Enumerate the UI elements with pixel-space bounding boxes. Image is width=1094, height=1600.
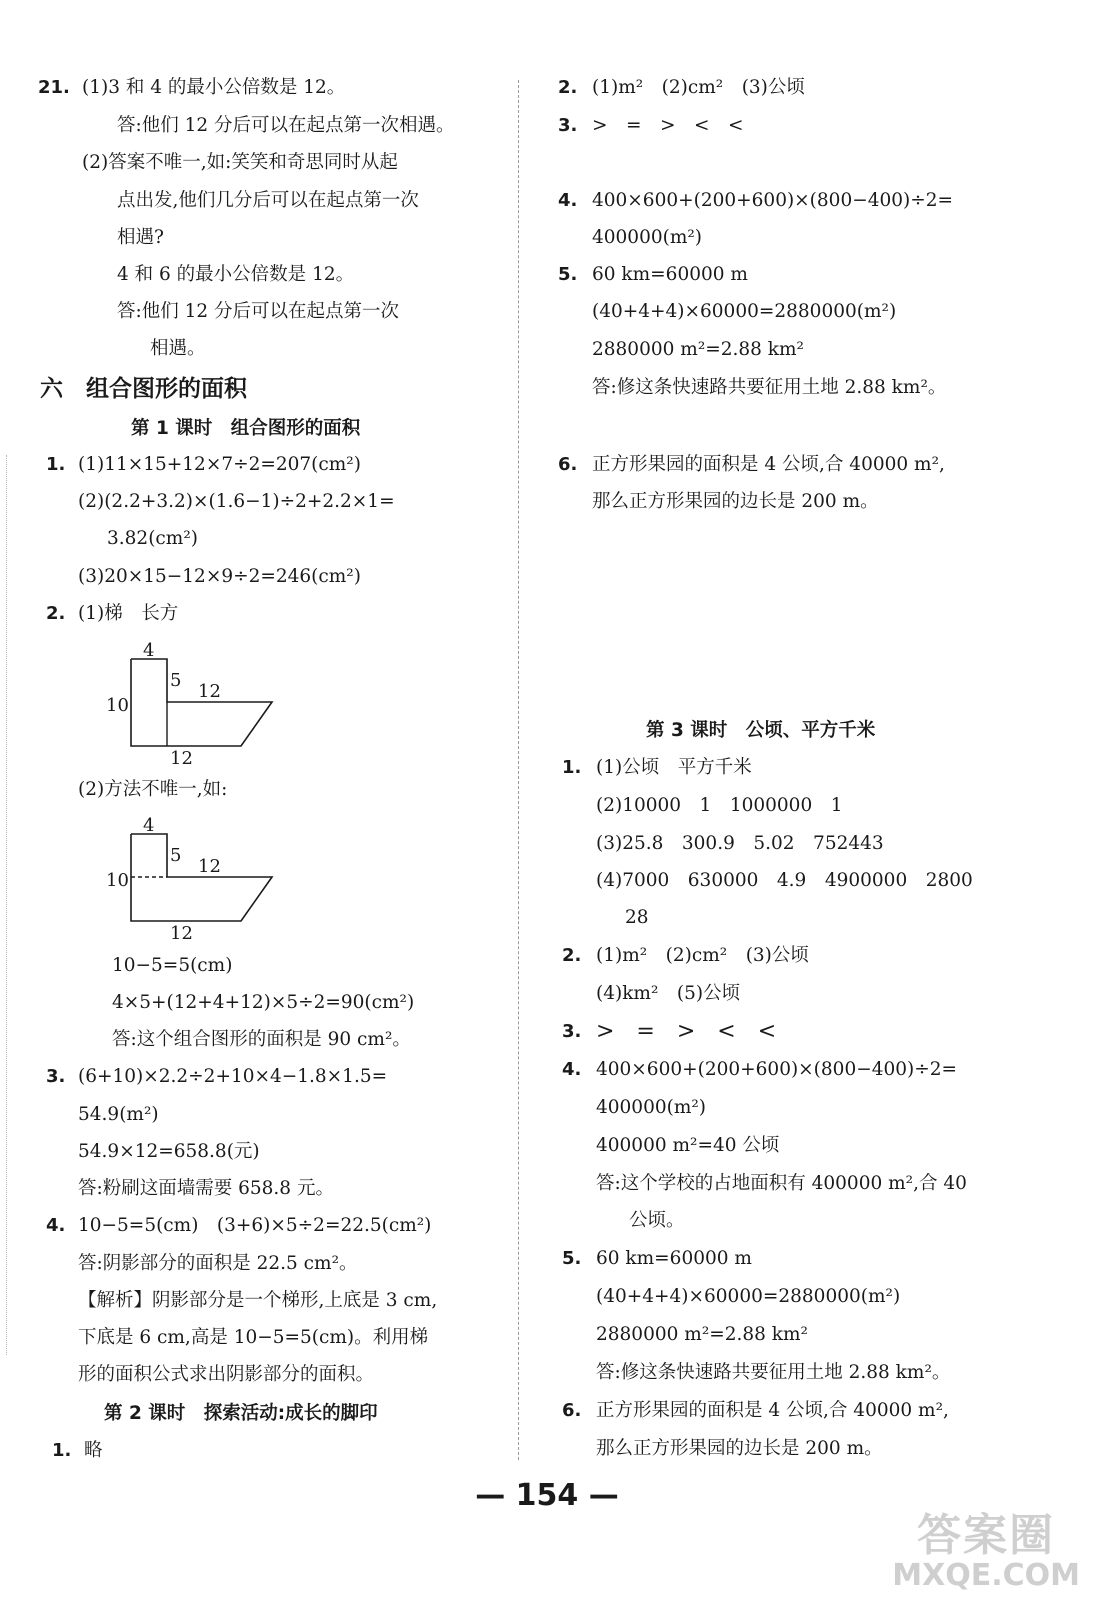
page-edge-line: [6, 455, 7, 1355]
q1-line1: (1)11×15+12×7÷2=207(cm²): [78, 454, 361, 475]
r3-q2-line1: (1)m² (2)cm² (3)公顷: [596, 945, 809, 966]
r-q3-number: 3.: [558, 115, 578, 136]
q21-line3: (2)答案不唯一,如:笑笑和奇思同时从起: [82, 152, 398, 173]
r3-q5-line4: 答:修这条快速路共要征用土地 2.88 km²。: [596, 1362, 951, 1383]
q3-line1: (6+10)×2.2÷2+10×4−1.8×1.5=: [78, 1066, 388, 1087]
q1-line2: (2)(2.2+3.2)×(1.6−1)÷2+2.2×1=: [78, 491, 395, 512]
r-q5-line4: 答:修这条快速路共要征用土地 2.88 km²。: [592, 377, 947, 398]
r3-q1-line2: (2)10000 1 1000000 1: [596, 795, 843, 816]
r3-q4-line2: 400000(m²): [596, 1097, 707, 1118]
r3-q1-number: 1.: [562, 757, 582, 778]
r-q6-line2: 那么正方形果园的边长是 200 m。: [592, 491, 879, 512]
column-divider: [518, 80, 519, 1460]
r3-q4-line1: 400×600+(200+600)×(800−400)÷2=: [596, 1059, 958, 1080]
r3-q6-number: 6.: [562, 1400, 582, 1421]
r3-q6-line2: 那么正方形果园的边长是 200 m。: [596, 1438, 883, 1459]
r-q4-line2: 400000(m²): [592, 227, 703, 248]
figure2-label-side: 10: [106, 870, 129, 891]
q21-line4: 点出发,他们几分后可以在起点第一次: [117, 190, 419, 211]
watermark-line2: MXQE.COM: [892, 1558, 1080, 1593]
q3-line3: 54.9×12=658.8(元): [78, 1141, 260, 1162]
q21-line7: 答:他们 12 分后可以在起点第一次: [117, 301, 400, 322]
r-q2-line1: (1)m² (2)cm² (3)公顷: [592, 77, 805, 98]
q3-number: 3.: [46, 1066, 66, 1087]
r3-q1-line1: (1)公顷 平方千米: [596, 757, 752, 778]
r-q5-line2: (40+4+4)×60000=2880000(m²): [592, 301, 897, 322]
figure2-label-right: 12: [198, 856, 221, 877]
r-q5-line3: 2880000 m²=2.88 km²: [592, 339, 804, 360]
r3-q2-number: 2.: [562, 945, 582, 966]
q21-number: 21.: [38, 77, 70, 98]
watermark-logo: [892, 1512, 1080, 1592]
r3-q1-line5: 28: [625, 907, 649, 928]
q4-line3: 【解析】阴影部分是一个梯形,上底是 3 cm,: [78, 1290, 438, 1311]
r3-q1-line3: (3)25.8 300.9 5.02 752443: [596, 833, 884, 854]
r3-q5-number: 5.: [562, 1248, 582, 1269]
r3-q3-line1: > = > < <: [596, 1019, 777, 1044]
q2-line1: (1)梯 长方: [78, 603, 179, 624]
figure2-label-top: 4: [143, 815, 155, 836]
figure1-label-side: 10: [106, 695, 129, 716]
q1-line4: (3)20×15−12×9÷2=246(cm²): [78, 566, 361, 587]
q3-line4: 答:粉刷这面墙需要 658.8 元。: [78, 1178, 334, 1199]
lesson3-title: 第 3 课时 公顷、平方千米: [646, 720, 876, 741]
figure1-label-top: 4: [143, 640, 155, 661]
figure1-label-mid: 5: [170, 670, 182, 691]
r3-q2-line2: (4)km² (5)公顷: [596, 983, 741, 1004]
composite-figure-1: [100, 637, 290, 769]
q21-line6: 4 和 6 的最小公倍数是 12。: [117, 264, 355, 285]
r3-q4-line3: 400000 m²=40 公顷: [596, 1135, 780, 1156]
q2-line3: 10−5=5(cm): [112, 955, 233, 976]
q4-line1: 10−5=5(cm) (3+6)×5÷2=22.5(cm²): [78, 1215, 432, 1236]
r3-q3-number: 3.: [562, 1021, 582, 1042]
figure2-label-mid: 5: [170, 845, 182, 866]
q21-line1: (1)3 和 4 的最小公倍数是 12。: [82, 77, 346, 98]
q2-number: 2.: [46, 603, 66, 624]
q4-line5: 形的面积公式求出阴影部分的面积。: [78, 1364, 375, 1385]
q4-number: 4.: [46, 1215, 66, 1236]
r3-q5-line2: (40+4+4)×60000=2880000(m²): [596, 1286, 901, 1307]
figure1-outline: [131, 659, 272, 746]
q4-line4: 下底是 6 cm,高是 10−5=5(cm)。利用梯: [78, 1327, 429, 1348]
q2-line2: (2)方法不唯一,如:: [78, 779, 228, 800]
q3-line2: 54.9(m²): [78, 1104, 159, 1125]
r3-q1-line4: (4)7000 630000 4.9 4900000 2800: [596, 870, 973, 891]
q1b-line1: 略: [84, 1440, 103, 1461]
r-q3-line1: > = > < <: [592, 115, 744, 136]
q1b-number: 1.: [52, 1440, 72, 1461]
q1-line3: 3.82(cm²): [107, 528, 198, 549]
q21-line5: 相遇?: [117, 227, 164, 248]
r-q6-number: 6.: [558, 454, 578, 475]
r3-q4-line5: 公顷。: [629, 1210, 685, 1231]
figure1-label-bottom: 12: [170, 748, 193, 769]
q1-number: 1.: [46, 454, 66, 475]
lesson2-title: 第 2 课时 探索活动:成长的脚印: [104, 1403, 378, 1424]
q2-line5: 答:这个组合图形的面积是 90 cm²。: [112, 1029, 411, 1050]
composite-figure-2: [100, 812, 290, 944]
q21-line2: 答:他们 12 分后可以在起点第一次相遇。: [117, 115, 455, 136]
figure1-label-right: 12: [198, 681, 221, 702]
r3-q4-number: 4.: [562, 1059, 582, 1080]
r-q2-number: 2.: [558, 77, 578, 98]
r-q4-number: 4.: [558, 190, 578, 211]
r3-q5-line3: 2880000 m²=2.88 km²: [596, 1324, 808, 1345]
r3-q4-line4: 答:这个学校的占地面积有 400000 m²,合 40: [596, 1173, 967, 1194]
section-title: 六 组合图形的面积: [40, 376, 247, 402]
page-number: — 154 —: [475, 1478, 619, 1513]
figure2-label-bottom: 12: [170, 923, 193, 944]
q4-line2: 答:阴影部分的面积是 22.5 cm²。: [78, 1253, 358, 1274]
r-q5-line1: 60 km=60000 m: [592, 264, 748, 285]
lesson1-title: 第 1 课时 组合图形的面积: [131, 418, 361, 439]
r-q6-line1: 正方形果园的面积是 4 公顷,合 40000 m²,: [592, 454, 945, 475]
r3-q5-line1: 60 km=60000 m: [596, 1248, 752, 1269]
r-q4-line1: 400×600+(200+600)×(800−400)÷2=: [592, 190, 954, 211]
watermark-line1: 答案圈: [917, 1510, 1056, 1561]
r3-q6-line1: 正方形果园的面积是 4 公顷,合 40000 m²,: [596, 1400, 949, 1421]
q2-line4: 4×5+(12+4+12)×5÷2=90(cm²): [112, 992, 415, 1013]
r-q5-number: 5.: [558, 264, 578, 285]
q21-line8: 相遇。: [150, 338, 206, 359]
